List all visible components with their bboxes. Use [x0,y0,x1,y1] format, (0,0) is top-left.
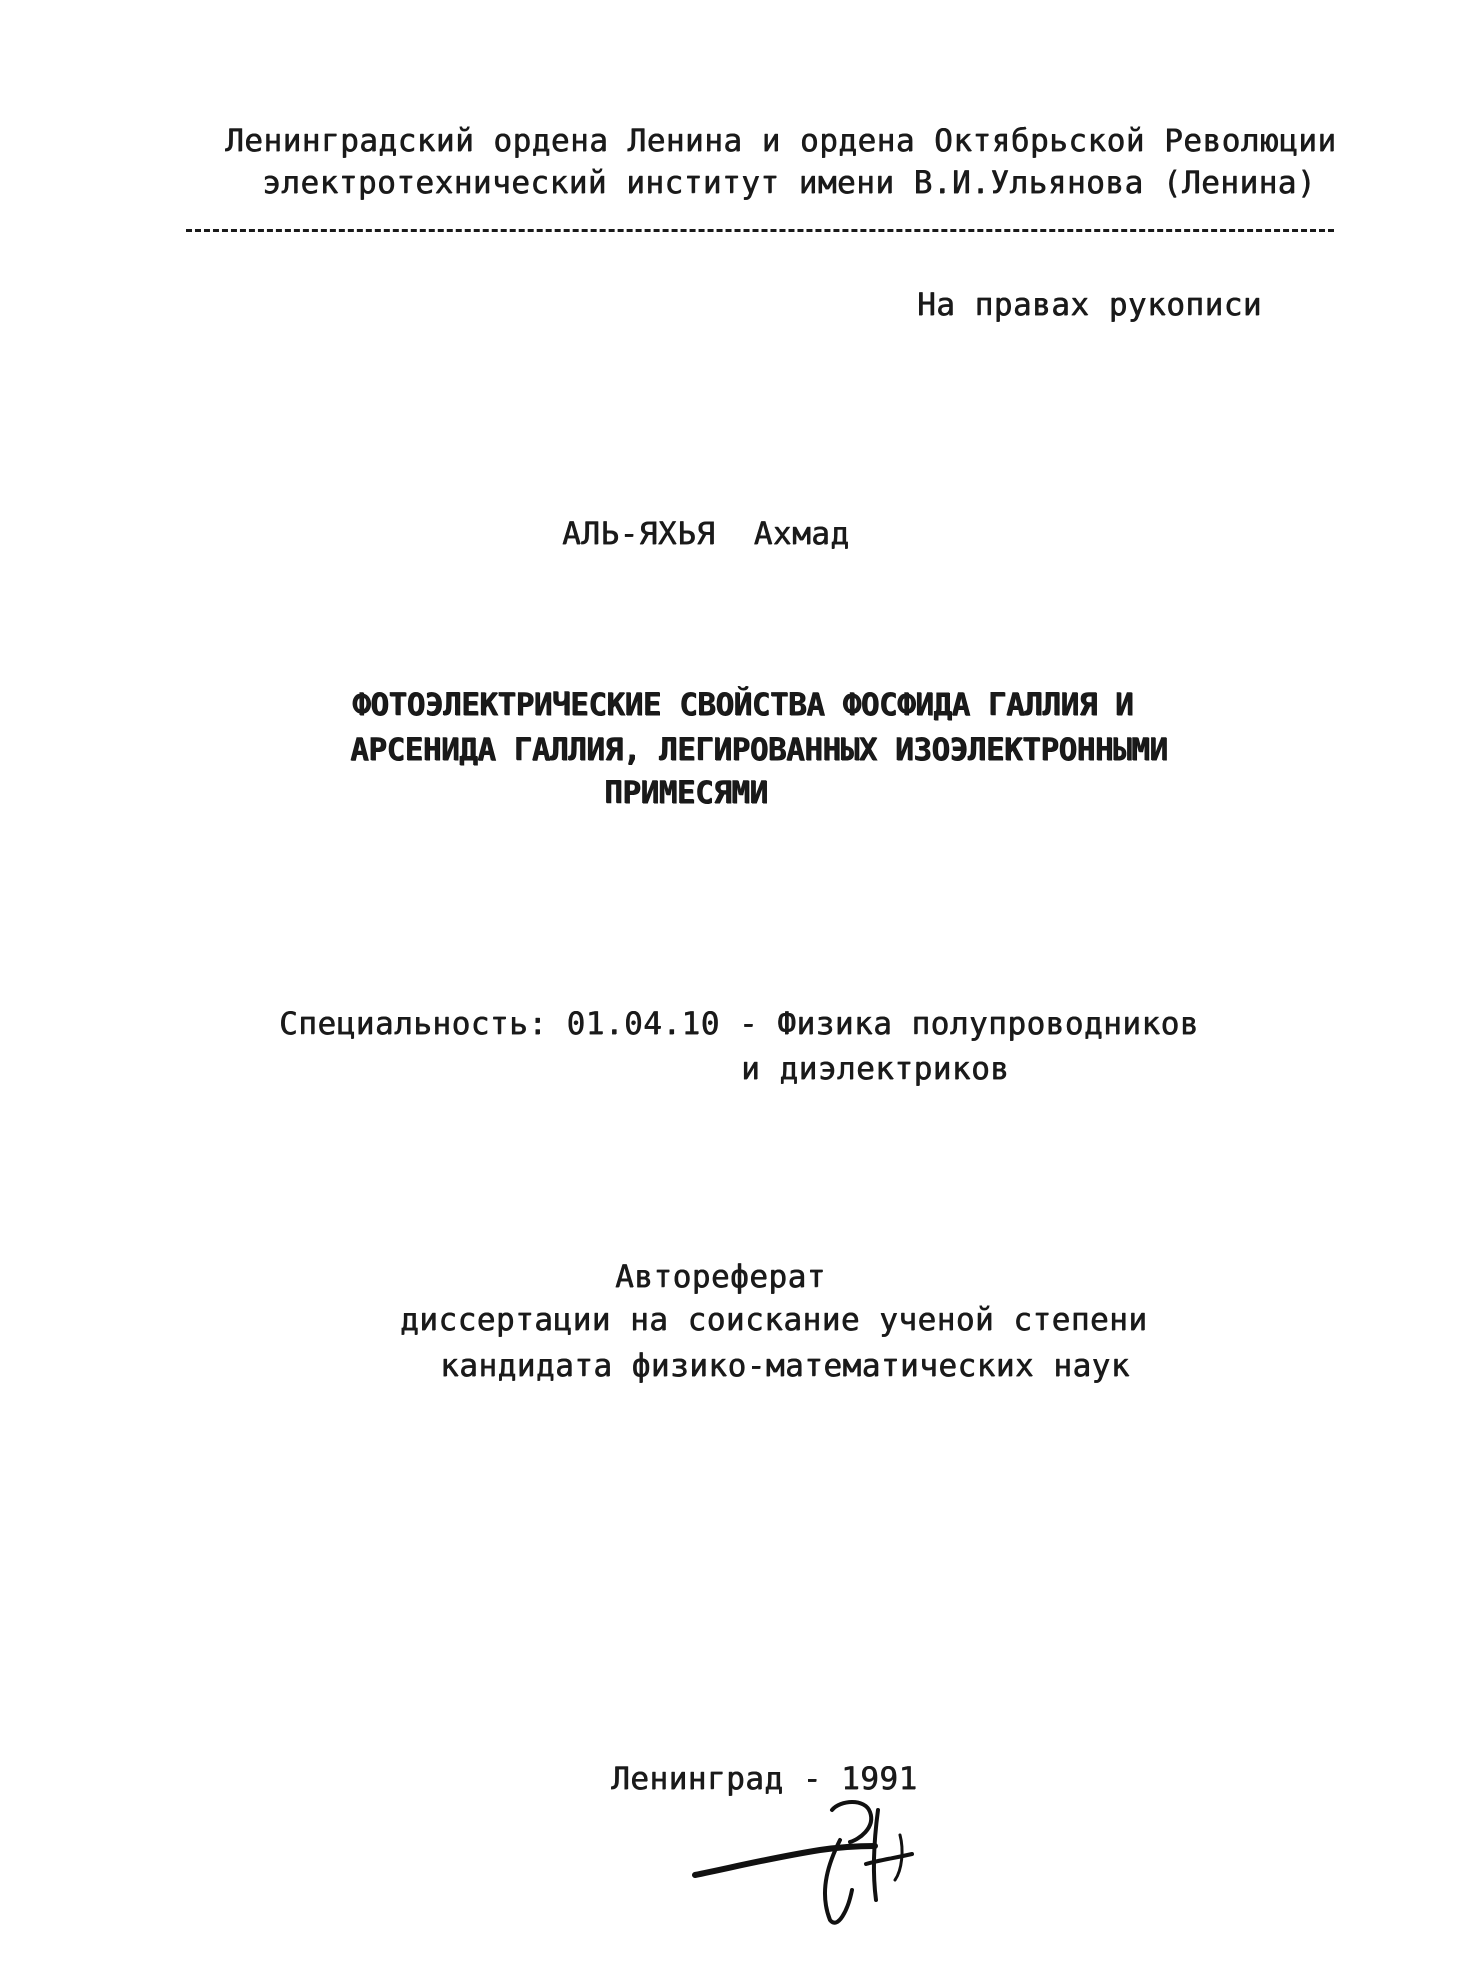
city-year: Ленинград - 1991 [611,1761,918,1797]
specialty-line-2: и диэлектриков [741,1051,1010,1087]
abstract-degree-line-2: кандидата физико-математических наук [440,1348,1130,1384]
thesis-title-line-2: АРСЕНИДА ГАЛЛИЯ, ЛЕГИРОВАННЫХ ИЗОЭЛЕКТРОННЫМИ [350,732,1168,768]
specialty-line-1: Специальность: 01.04.10 - Физика полупроводников [279,1006,1199,1042]
institution-line-2: электротехнический институт имени В.И.Ульянова (Ленина) [262,165,1316,201]
header-divider [186,229,1334,232]
author-name: АЛЬ-ЯХЬЯ Ахмад [562,516,850,552]
thesis-title-line-3: ПРИМЕСЯМИ [604,775,768,811]
institution-line-1: Ленинградский ордена Ленина и ордена Октябрьской Революции [225,123,1337,159]
abstract-degree-line-1: диссертации на соискание ученой степени [400,1302,1148,1338]
rights-note: На правах рукописи [917,287,1262,323]
thesis-title-line-1: ФОТОЭЛЕКТРИЧЕСКИЕ СВОЙСТВА ФОСФИДА ГАЛЛИЯ И [352,687,1134,723]
handwritten-signature [690,1780,950,1930]
abstract-label: Автореферат [615,1259,826,1295]
